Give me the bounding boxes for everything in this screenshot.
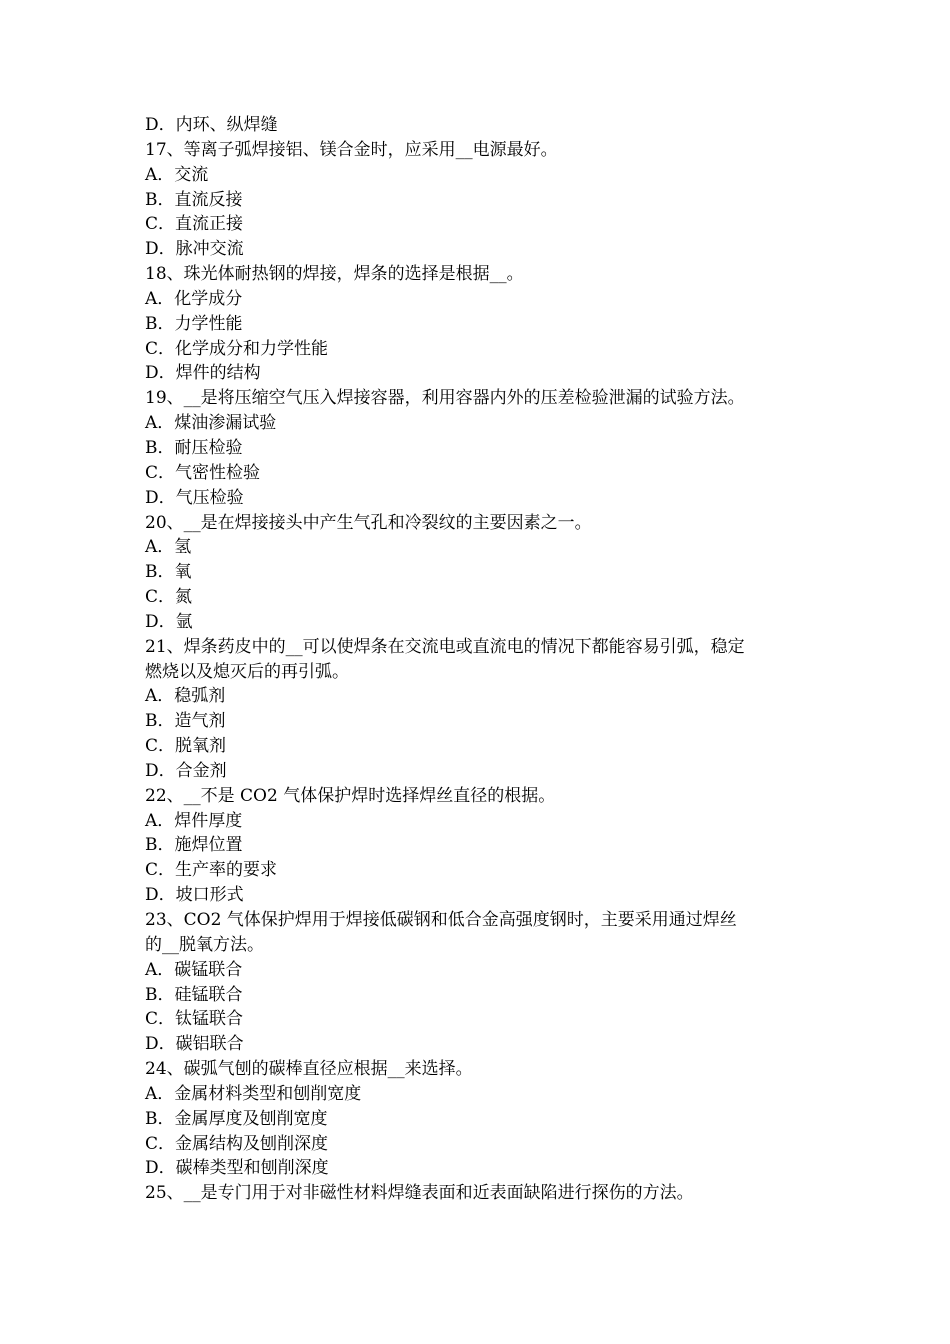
document-page	[145, 113, 810, 1206]
question-line: 22、__不是 CO2 气体保护焊时选择焊丝直径的根据。	[145, 785, 556, 806]
answer-option: C．氮	[145, 587, 193, 608]
answer-option: C．气密性检验	[145, 462, 261, 483]
question-line: 18、珠光体耐热钢的焊接，焊条的选择是根据__。	[145, 264, 524, 285]
answer-option: D．脉冲交流	[145, 239, 244, 260]
question-continuation: 的__脱氧方法。	[145, 934, 264, 955]
answer-option: B．氧	[145, 562, 192, 583]
answer-option: D．气压检验	[145, 487, 244, 508]
answer-option: D．坡口形式	[145, 885, 244, 906]
answer-option: A．化学成分	[145, 288, 243, 309]
answer-option: D．内环、纵焊缝	[145, 115, 278, 135]
question-line: 17、等离子弧焊接铝、镁合金时，应采用__电源最好。	[145, 139, 558, 160]
answer-option: C．化学成分和力学性能	[145, 338, 329, 359]
answer-option: B．金属厚度及刨削宽度	[145, 1108, 328, 1129]
answer-option: D．合金剂	[145, 760, 227, 781]
answer-option: A．氢	[145, 537, 192, 558]
answer-option: B．造气剂	[145, 711, 226, 732]
answer-option: B．耐压检验	[145, 437, 243, 458]
answer-option: C．脱氧剂	[145, 736, 227, 757]
answer-option: C．直流正接	[145, 214, 244, 235]
answer-option: A．碳锰联合	[145, 959, 243, 980]
answer-option: C．钛锰联合	[145, 1009, 244, 1030]
answer-option: D．碳铝联合	[145, 1034, 244, 1055]
answer-option: B．直流反接	[145, 189, 243, 210]
question-line: 19、__是将压缩空气压入焊接容器，利用容器内外的压差检验泄漏的试验方法。	[145, 388, 745, 409]
answer-option: B．施焊位置	[145, 835, 243, 856]
answer-option: D．焊件的结构	[145, 363, 261, 384]
answer-option: A．交流	[145, 164, 209, 185]
answer-option: C．生产率的要求	[145, 860, 278, 881]
question-line: 21、焊条药皮中的__可以使焊条在交流电或直流电的情况下都能容易引弧，稳定	[145, 636, 745, 657]
question-line: 25、__是专门用于对非磁性材料焊缝表面和近表面缺陷进行探伤的方法。	[145, 1183, 694, 1204]
question-line: 20、__是在焊接接头中产生气孔和冷裂纹的主要因素之一。	[145, 512, 592, 533]
question-line: 23、CO2 气体保护焊用于焊接低碳钢和低合金高强度钢时，主要采用通过焊丝	[145, 910, 737, 930]
answer-option: A．焊件厚度	[145, 810, 243, 831]
answer-option: A．稳弧剂	[145, 686, 226, 707]
answer-option: A．煤油渗漏试验	[145, 413, 277, 434]
answer-option: D．氩	[145, 611, 193, 632]
answer-option: B．力学性能	[145, 313, 243, 334]
answer-option: B．硅锰联合	[145, 984, 243, 1005]
question-continuation: 燃烧以及熄灭后的再引弧。	[145, 661, 349, 682]
answer-option: C．金属结构及刨削深度	[145, 1133, 329, 1154]
answer-option: D．碳棒类型和刨削深度	[145, 1158, 329, 1179]
answer-option: A．金属材料类型和刨削宽度	[145, 1083, 362, 1104]
question-line: 24、碳弧气刨的碳棒直径应根据__来选择。	[145, 1059, 473, 1080]
